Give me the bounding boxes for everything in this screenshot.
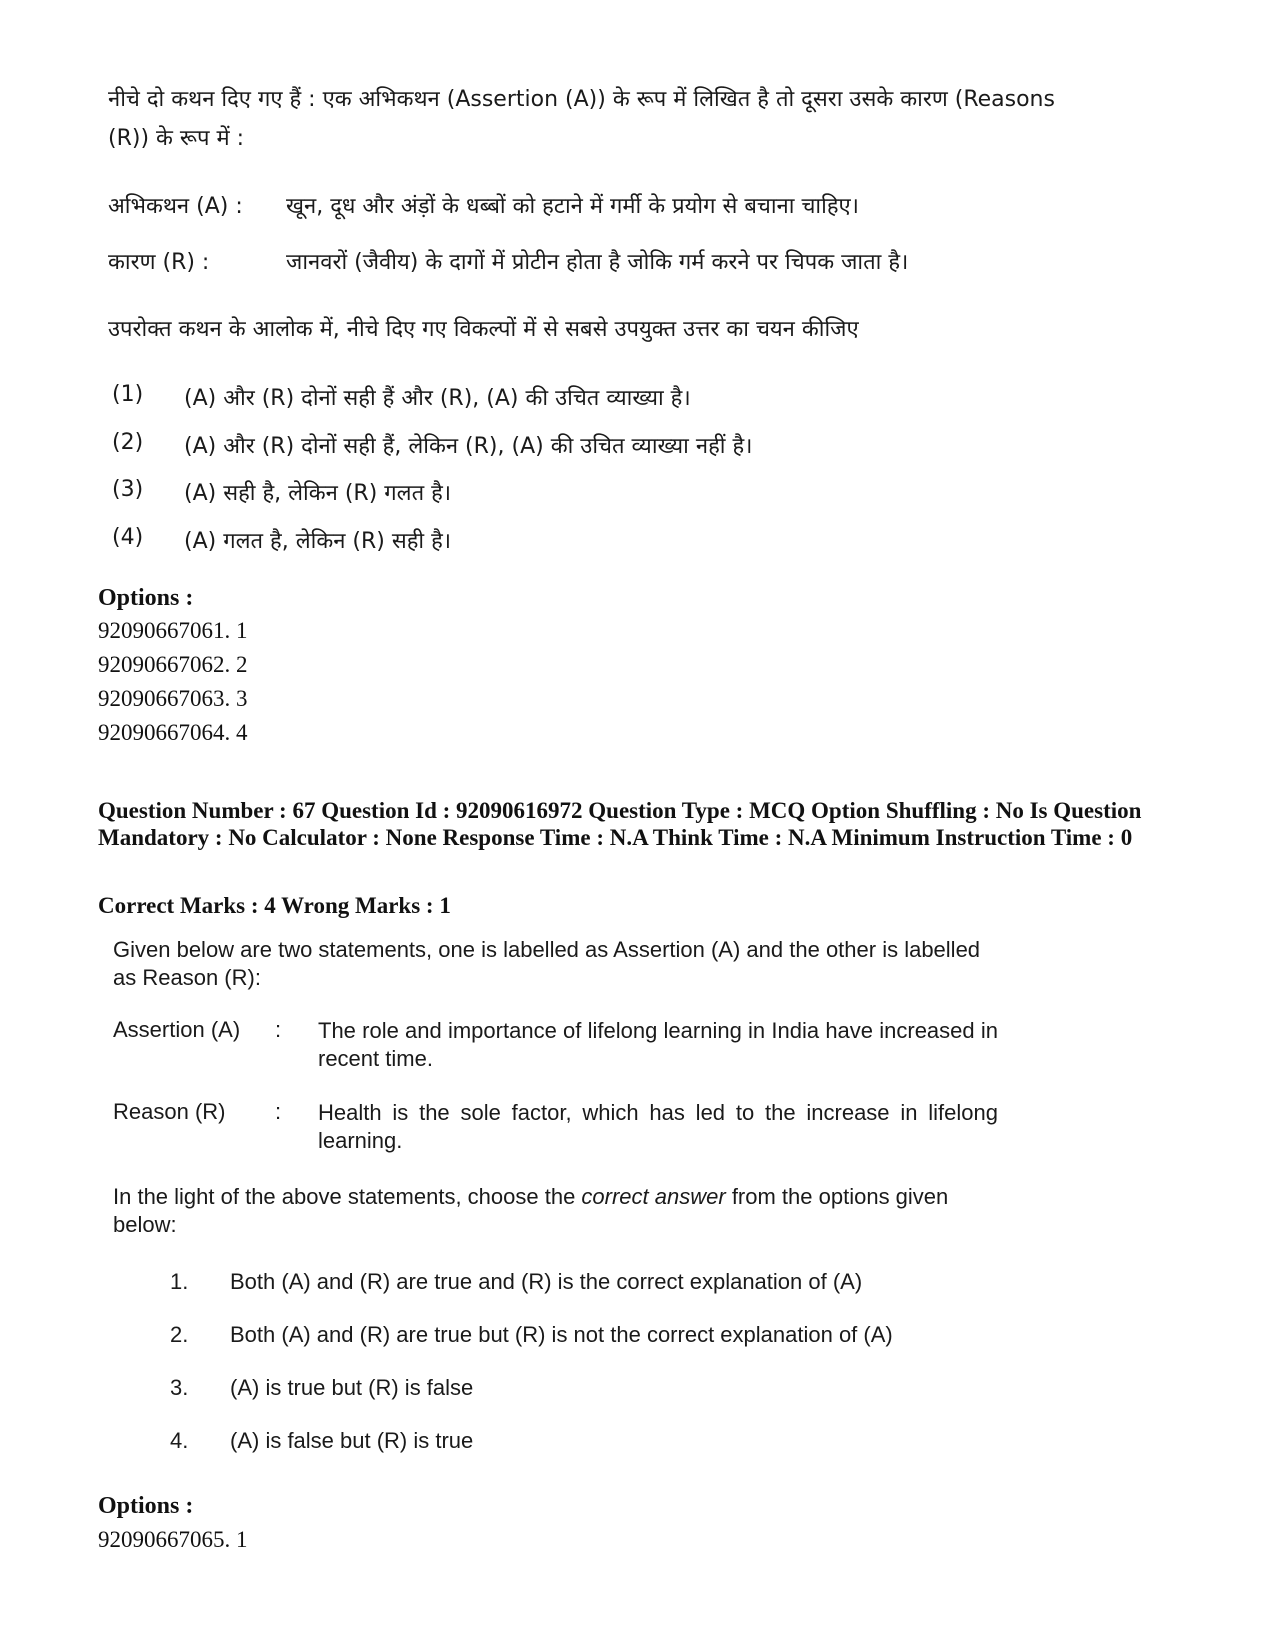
hindi-intro: नीचे दो कथन दिए गए हैं : एक अभिकथन (Assertion (A)) के रूप में लिखित है तो दूसरा उसके कारण (Reasons (R)) के रूप में : — [108, 87, 1055, 151]
english-option-number: 2. — [170, 1322, 189, 1347]
english-intro: Given below are two statements, one is labelled as Assertion (A) and the other is labelled as Reason (R): — [113, 937, 981, 990]
assertion-colon: : — [275, 1017, 282, 1042]
hindi-reason-text: जानवरों (जैवीय) के दागों में प्रोटीन होता है जोकि गर्म करने पर चिपक जाता है। — [286, 250, 909, 275]
question-text-after: from the options given below: — [113, 1184, 949, 1237]
english-option-text: (A) is true but (R) is false — [230, 1375, 474, 1400]
english-question-prompt — [113, 1183, 993, 1239]
hindi-reason-label: कारण (R) : — [108, 250, 210, 275]
reason-colon: : — [275, 1099, 282, 1124]
english-option-number: 3. — [170, 1375, 189, 1400]
question-text-emphasis: correct answer — [581, 1184, 726, 1209]
option-id-line: 92090667065. 1 — [98, 1527, 248, 1552]
option-id-line: 92090667063. 3 — [98, 686, 248, 711]
options-heading: Options : — [98, 585, 194, 611]
english-reason-text: Health is the sole factor, which has led to the increase in lifelong learning. — [318, 1100, 998, 1153]
option-id-line: 92090667062. 2 — [98, 652, 248, 677]
options-heading: Options : — [98, 1493, 194, 1519]
english-option-number: 4. — [170, 1428, 189, 1453]
english-option-text: Both (A) and (R) are true but (R) is not the correct explanation of (A) — [230, 1322, 893, 1347]
hindi-option-number: (1) — [112, 382, 144, 407]
hindi-assertion-label: अभिकथन (A) : — [108, 194, 243, 219]
hindi-assertion-text: खून, दूध और अंड़ों के धब्बों को हटाने में गर्मी के प्रयोग से बचाना चाहिए। — [286, 194, 860, 219]
hindi-option-number: (2) — [112, 430, 144, 455]
english-option-text: Both (A) and (R) are true and (R) is the correct explanation of (A) — [230, 1269, 863, 1294]
hindi-option-text: (A) गलत है, लेकिन (R) सही है। — [184, 529, 452, 554]
english-assertion-label: Assertion (A) — [113, 1017, 241, 1042]
question-meta: Question Number : 67 Question Id : 92090616972 Question Type : MCQ Option Shuffling : No Is Question Mandatory : No Calculator : None Response Time : N.A Think Time : N.A Minimum Instruction Time : 0 — [98, 798, 1142, 850]
option-id-line: 92090667064. 4 — [98, 720, 248, 745]
english-option-text: (A) is false but (R) is true — [230, 1428, 474, 1453]
hindi-option-text: (A) सही है, लेकिन (R) गलत है। — [184, 481, 452, 506]
english-reason-label: Reason (R) — [113, 1099, 226, 1124]
english-option-number: 1. — [170, 1269, 189, 1294]
hindi-option-number: (3) — [112, 477, 144, 502]
hindi-option-text: (A) और (R) दोनों सही हैं और (R), (A) की उचित व्याख्या है। — [184, 386, 691, 411]
question-marks: Correct Marks : 4 Wrong Marks : 1 — [98, 893, 451, 918]
english-assertion-text: The role and importance of lifelong learning in India have increased in recent time. — [318, 1018, 998, 1071]
question-text-before: In the light of the above statements, choose the — [113, 1184, 582, 1209]
hindi-question-prompt: उपरोक्त कथन के आलोक में, नीचे दिए गए विकल्पों में से सबसे उपयुक्त उत्तर का चयन कीजिए — [108, 317, 859, 342]
option-id-line: 92090667061. 1 — [98, 618, 248, 643]
hindi-option-number: (4) — [112, 525, 144, 550]
hindi-option-text: (A) और (R) दोनों सही हैं, लेकिन (R), (A) की उचित व्याख्या नहीं है। — [184, 434, 753, 459]
